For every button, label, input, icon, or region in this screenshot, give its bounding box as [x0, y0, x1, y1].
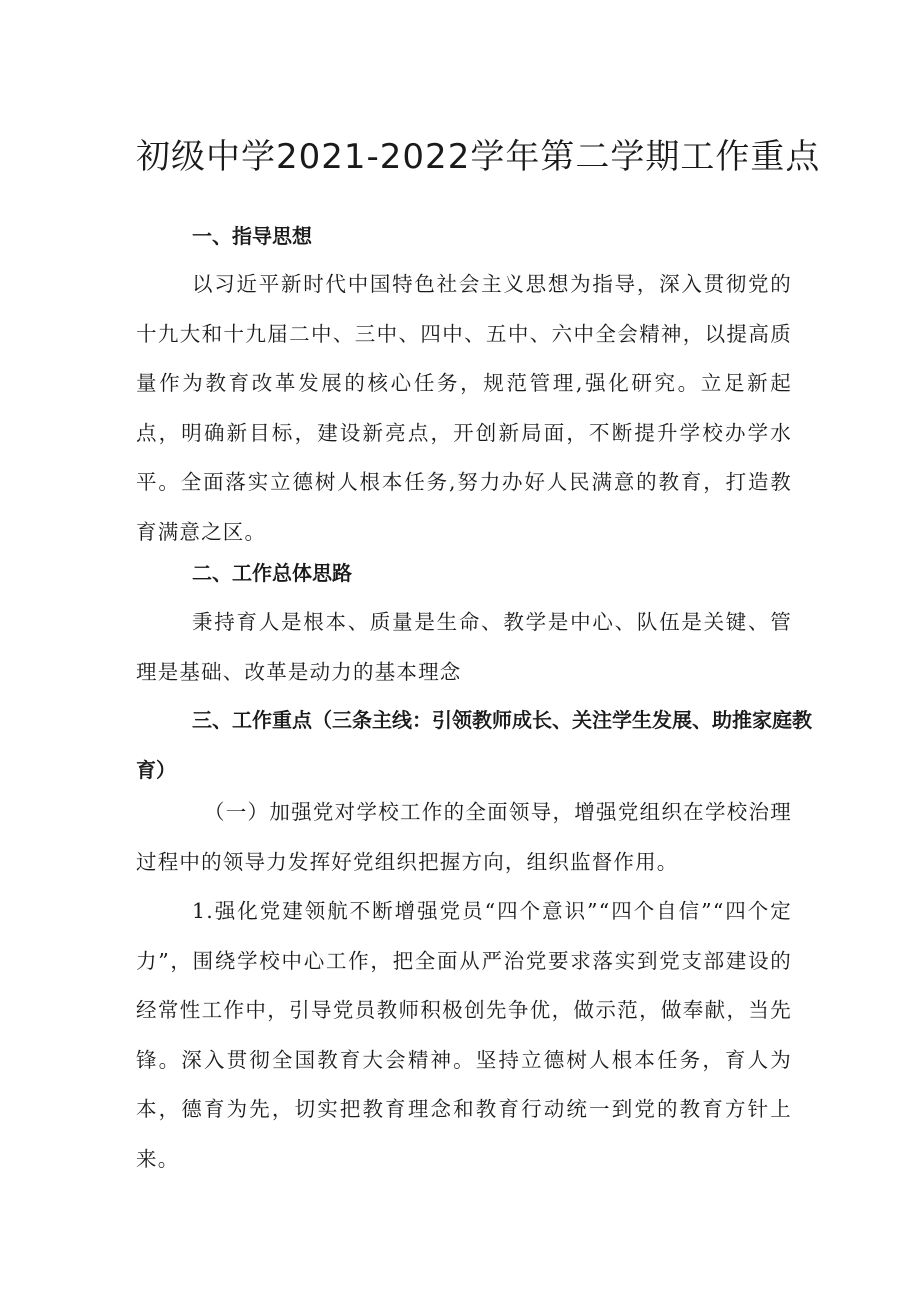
paragraph-party-leadership: （一）加强党对学校工作的全面领导，增强党组织在学校治理过程中的领导力发挥好党组织把握方向，组织监督作用。	[136, 800, 792, 874]
section-heading-guiding-ideology: 一、指导思想	[192, 224, 312, 248]
paragraph-guiding-ideology: 以习近平新时代中国特色社会主义思想为指导，深入贯彻党的十九大和十九届二中、三中、四中、五中、六中全会精神，以提高质量作为教育改革发展的核心任务，规范管理,强化研究。立足新起点，明确新目标，建设新亮点，开创新局面，不断提升学校办学水平。全面落实立德树人根本任务,努力办好人民满意的教育，打造教育满意之区。	[136, 272, 792, 544]
section-heading-overall-approach: 二、工作总体思路	[192, 561, 352, 585]
paragraph-overall-approach: 秉持育人是根本、质量是生命、教学是中心、队伍是关键、管理是基础、改革是动力的基本理念	[136, 610, 792, 684]
paragraph-party-building: 1.强化党建领航不断增强党员“四个意识”“四个自信”“四个定力”，围绕学校中心工作，把全面从严治党要求落实到党支部建设的经常性工作中，引导党员教师积极创先争优，做示范，做奉献，当先锋。深入贯彻全国教育大会精神。坚持立德树人根本任务，育人为本，德育为先，切实把教育理念和教育行动统一到党的教育方针上来。	[136, 899, 792, 1171]
section-heading-work-priorities: 三、工作重点（三条主线：引领教师成长、关注学生发展、助推家庭教育）	[136, 708, 812, 782]
document-title: 初级中学2021-2022学年第二学期工作重点	[136, 137, 821, 177]
